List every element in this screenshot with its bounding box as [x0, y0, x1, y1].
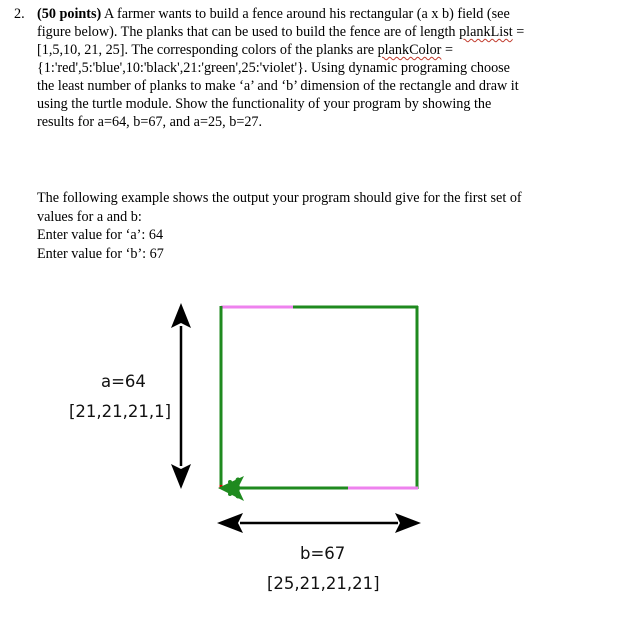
plank-list-term: plankList [459, 24, 513, 40]
problem-line-5: the least number of planks to make ‘a’ and ‘b’ dimension of the rectangle and draw it [37, 78, 519, 94]
b-value-label: b=67 [300, 544, 346, 563]
problem-line-7: results for a=64, b=67, and a=25, b=27. [37, 114, 263, 130]
a-dimension-arrow [171, 303, 191, 489]
plank-color-term: plankColor [377, 42, 442, 58]
a-arrow-head-top [171, 303, 191, 328]
problem-line-6: using the turtle module. Show the functionality of your program by showing the [37, 96, 492, 112]
problem-statement [37, 5, 597, 131]
a-arrow-head-bottom [171, 464, 191, 489]
example-line-1: The following example shows the output your program should give for the first set of [37, 190, 522, 206]
turtle-figure [0, 290, 642, 614]
a-value-label: a=64 [101, 372, 146, 391]
problem-line-2: figure below). The planks that can be used to build the fence are of length plankList = [37, 24, 525, 40]
problem-line-3: [1,5,10, 21, 25]. The corresponding colors of the planks are plankColor = [37, 42, 453, 58]
prompt-a: Enter value for ‘a’: 64 [37, 227, 164, 243]
fence-rectangle [221, 306, 418, 489]
fence-drawing [0, 290, 642, 614]
b-arrow-head-left [217, 513, 243, 533]
b-dimension-arrow [217, 513, 421, 533]
points-label: (50 points) [37, 6, 102, 22]
example-section [37, 189, 617, 263]
b-planks-label: [25,21,21,21] [267, 574, 380, 593]
problem-line-4: {1:'red',5:'blue',10:'black',21:'green',25:'violet'}. Using dynamic programing choose [37, 60, 510, 76]
prompt-b: Enter value for ‘b’: 67 [37, 245, 164, 262]
b-arrow-head-right [395, 513, 421, 533]
a-planks-label: [21,21,21,1] [69, 402, 172, 421]
question-number: 2. [14, 6, 25, 22]
problem-line-1: (50 points) A farmer wants to build a fence around his rectangular (a x b) field (see [37, 6, 510, 22]
example-line-2: values for a and b: [37, 208, 142, 225]
